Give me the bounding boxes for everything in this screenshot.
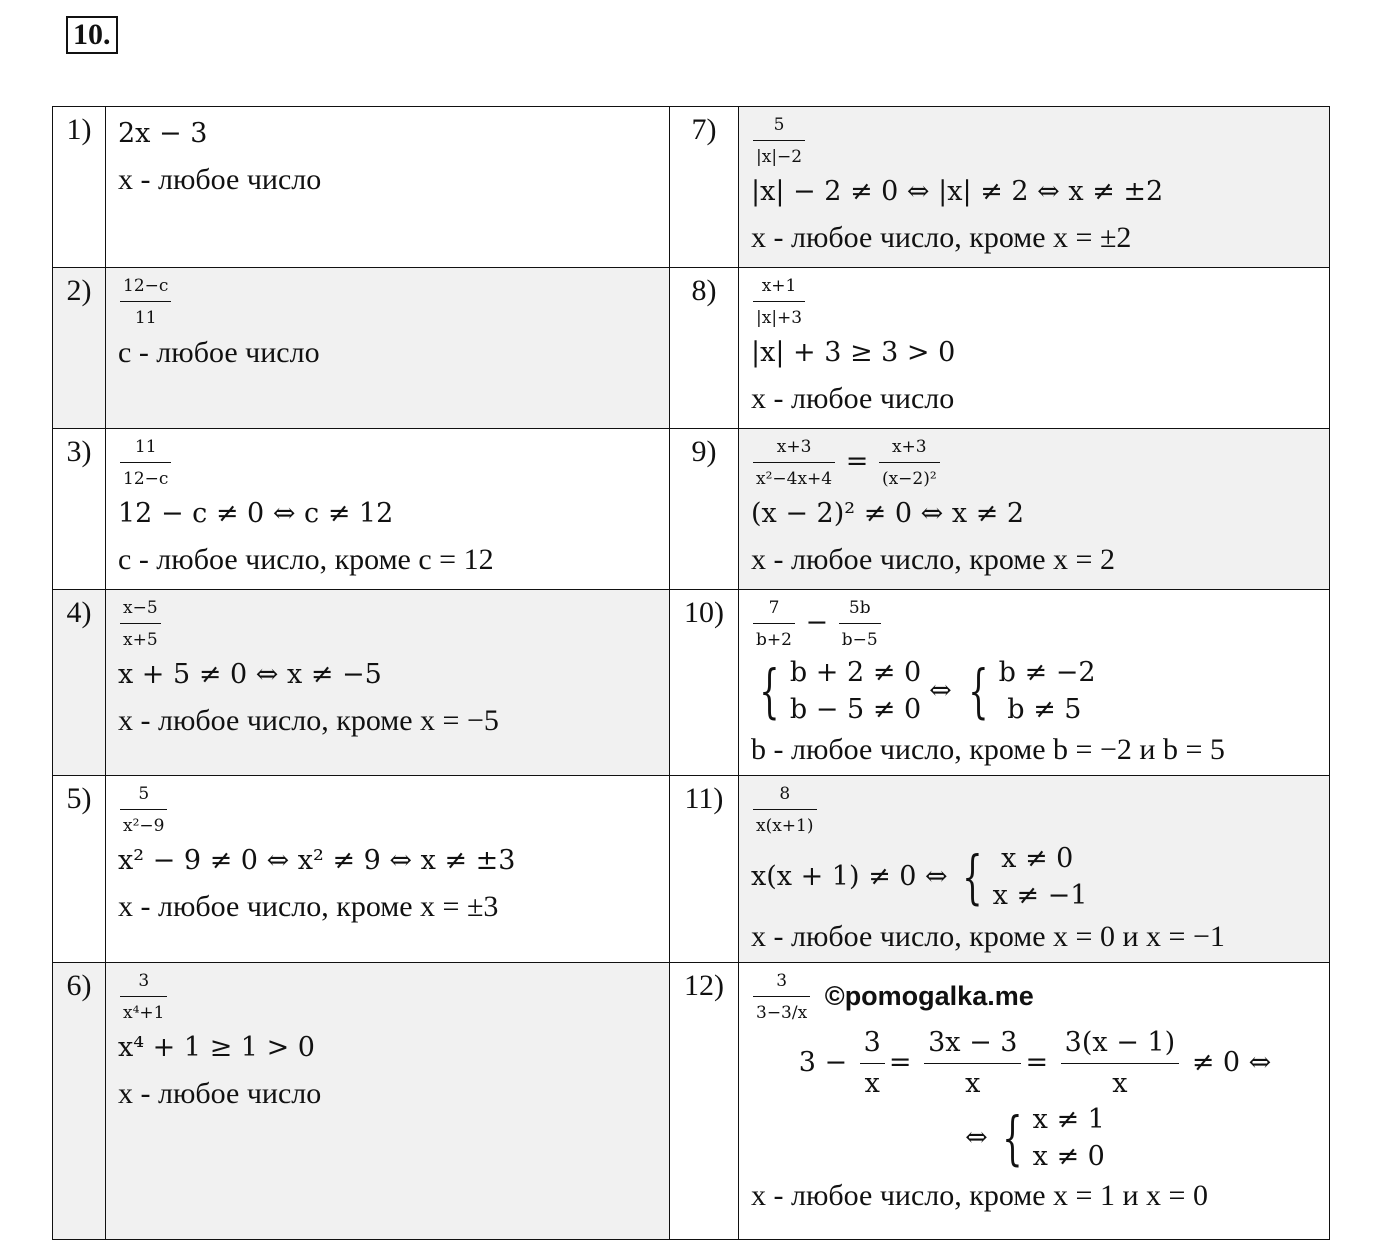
watermark: ©pomogalka.me bbox=[824, 981, 1034, 1011]
simplification: 3 − $\frac{3}{x}$ = $\frac{3x - 3}{x}$ = $\frac{3(x - 1)}{x}$ ≠ 0 ⇔ bbox=[798, 1027, 1272, 1099]
answer: x - любое число, кроме x = 2 bbox=[751, 543, 1115, 576]
answer: x - любое число bbox=[118, 163, 322, 196]
item-number: 10) bbox=[670, 590, 739, 776]
fraction: $\frac{x-5}{x+5}$ bbox=[120, 598, 161, 650]
system-equivalence: ⇔ { x ≠ 1 x ≠ 0 bbox=[751, 1100, 1319, 1176]
equivalence-sign: ⇔ bbox=[929, 675, 952, 706]
fraction: $\frac{5b}{b-5}$ bbox=[839, 598, 881, 650]
item-cell bbox=[106, 776, 670, 963]
fraction: $\frac{3}{3-3/x}$ bbox=[753, 971, 810, 1023]
answer: c - любое число bbox=[118, 336, 320, 369]
fraction: $\frac{12-c}{11}$ bbox=[120, 276, 171, 328]
answer: x - любое число bbox=[751, 382, 955, 415]
fraction: $\frac{x+3}{\text{(x−2)²}}$ bbox=[879, 437, 940, 489]
fraction: $\frac{5}{\text{x²−9}}$ bbox=[120, 784, 167, 836]
table-row bbox=[53, 107, 1330, 268]
item-number: 11) bbox=[670, 776, 739, 963]
table-row bbox=[53, 429, 1330, 590]
equation-system: { x ≠ 1 x ≠ 0 bbox=[1002, 1104, 1105, 1172]
answer: x - любое число, кроме x = −5 bbox=[118, 704, 499, 737]
item-number: 2) bbox=[53, 268, 106, 429]
table-row bbox=[53, 590, 1330, 776]
item-number: 3) bbox=[53, 429, 106, 590]
item-number: 6) bbox=[53, 963, 106, 1240]
equation-system: { b ≠ −2 b ≠ 5 bbox=[968, 657, 1096, 725]
answer: x - любое число bbox=[118, 1077, 322, 1110]
condition: (x − 2)² ≠ 0 ⇔ x ≠ 2 bbox=[751, 498, 1025, 529]
answer: x - любое число, кроме x = 1 и x = 0 bbox=[751, 1179, 1208, 1212]
condition: |x| + 3 ≥ 3 > 0 bbox=[751, 337, 956, 368]
item-cell bbox=[739, 268, 1330, 429]
domain-table bbox=[52, 106, 1330, 1240]
item-number: 9) bbox=[670, 429, 739, 590]
item-cell bbox=[106, 268, 670, 429]
system-equivalence bbox=[751, 652, 1319, 730]
condition: |x| − 2 ≠ 0 ⇔ |x| ≠ 2 ⇔ x ≠ ±2 bbox=[751, 176, 1164, 207]
fraction: $\frac{7}{b+2}$ bbox=[753, 598, 795, 650]
answer: x - любое число, кроме x = ±3 bbox=[118, 890, 499, 923]
equation-system: { b + 2 ≠ 0 b − 5 ≠ 0 bbox=[759, 657, 922, 725]
task-number: 10. bbox=[66, 16, 118, 54]
answer: c - любое число, кроме c = 12 bbox=[118, 543, 494, 576]
condition: x(x + 1) ≠ 0 ⇔ bbox=[751, 861, 948, 892]
answer: x - любое число, кроме x = ±2 bbox=[751, 221, 1132, 254]
item-number: 1) bbox=[53, 107, 106, 268]
item-number: 12) bbox=[670, 963, 739, 1240]
table-row bbox=[53, 963, 1330, 1240]
item-cell bbox=[106, 963, 670, 1240]
item-cell bbox=[106, 590, 670, 776]
condition: x⁴ + 1 ≥ 1 > 0 bbox=[118, 1032, 315, 1063]
item-cell bbox=[739, 107, 1330, 268]
item-cell bbox=[739, 776, 1330, 963]
table-row bbox=[53, 776, 1330, 963]
item-number: 5) bbox=[53, 776, 106, 963]
item-number: 8) bbox=[670, 268, 739, 429]
equals-sign: = bbox=[845, 446, 869, 477]
fraction: $\frac{x+1}{|x|+3}$ bbox=[753, 276, 805, 328]
item-number: 4) bbox=[53, 590, 106, 776]
fraction: $\frac{x+3}{\text{x²−4x+4}}$ bbox=[753, 437, 835, 489]
item-number: 7) bbox=[670, 107, 739, 268]
item-cell bbox=[106, 107, 670, 268]
answer: b - любое число, кроме b = −2 и b = 5 bbox=[751, 733, 1225, 766]
minus-sign: − bbox=[805, 607, 829, 638]
table-row bbox=[53, 268, 1330, 429]
item-cell bbox=[739, 429, 1330, 590]
condition: 12 − c ≠ 0 ⇔ c ≠ 12 bbox=[118, 498, 394, 529]
fraction: $\frac{5}{|x|-2}$ bbox=[753, 115, 805, 167]
condition: x + 5 ≠ 0 ⇔ x ≠ −5 bbox=[118, 659, 382, 690]
equation-system: { x ≠ 0 x ≠ −1 bbox=[961, 843, 1088, 911]
fraction: $\frac{3}{\text{x⁴+1}}$ bbox=[120, 971, 167, 1023]
answer: x - любое число, кроме x = 0 и x = −1 bbox=[751, 920, 1225, 953]
condition: x² − 9 ≠ 0 ⇔ x² ≠ 9 ⇔ x ≠ ±3 bbox=[118, 845, 516, 876]
fraction: $\frac{8}{x(x+1)}$ bbox=[753, 784, 817, 836]
item-cell bbox=[106, 429, 670, 590]
item-cell bbox=[739, 963, 1330, 1240]
item-cell bbox=[739, 590, 1330, 776]
expression: 2x − 3 bbox=[118, 118, 208, 149]
fraction: $\frac{11}{12-c}$ bbox=[120, 437, 171, 489]
system-equivalence bbox=[751, 838, 1319, 916]
